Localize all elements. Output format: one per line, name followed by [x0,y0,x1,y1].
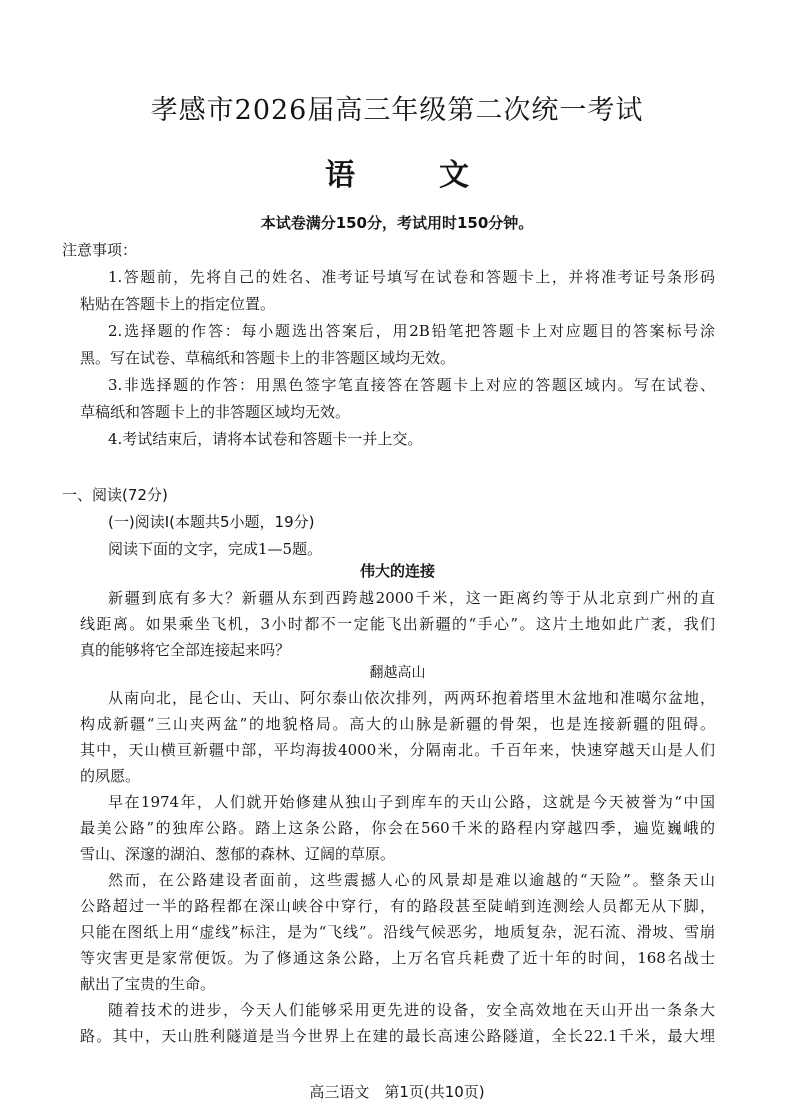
exam-info: 本试卷满分150分，考试用时150分钟。 [260,214,534,232]
article-line: 真的能够将它全部连接起来吗？ [80,641,291,659]
article-subtitle: 翻越高山 [369,665,426,681]
article-line: 只能在图纸上用“虚线”标注，是为“飞线”。沿线气候恶劣，地质复杂，泥石流、滑坡、雪崩 [80,923,715,941]
reading-instruction: 阅读下面的文字，完成1—5题。 [108,540,323,558]
article-line: 早在1974年，人们就开始修建从独山子到库车的天山公路，这就是今天被誉为“中国 [108,793,715,811]
notice-line: 3.非选择题的作答：用黑色签字笔直接答在答题卡上对应的答题区域内。写在试卷、 [108,376,715,394]
exam-title: 孝感市2026届高三年级第二次统一考试 [150,95,644,126]
article-line: 的夙愿。 [80,767,141,785]
article-line: 最美公路”的独库公路。踏上这条公路，你会在560千米的路程内穿越四季，遍览巍峨的 [80,819,715,837]
sub-section-heading: (一)阅读Ⅰ(本题共5小题，19分) [108,513,315,531]
subject-char-1: 语 [325,158,355,193]
article-title: 伟大的连接 [359,562,435,580]
notice-heading: 注意事项： [62,241,138,259]
article-line: 线距离。如果乘坐飞机，3小时都不一定能飞出新疆的“手心”。这片土地如此广袤，我们 [80,615,715,633]
article-line: 等灾害更是家常便饭。为了修通这条公路，上万名官兵耗费了近十年的时间，168名战士 [80,949,715,967]
notice-line: 粘贴在答题卡上的指定位置。 [80,295,276,313]
article-line: 其中，天山横亘新疆中部，平均海拔4000米，分隔南北。千百年来，快速穿越天山是人们 [80,741,715,759]
notice-line: 2.选择题的作答：每小题选出答案后，用2B铅笔把答题卡上对应题目的答案标号涂 [108,322,715,340]
notice-line: 1.答题前，先将自己的姓名、准考证号填写在试卷和答题卡上，并将准考证号条形码 [108,268,715,286]
subject-title [0,150,794,194]
article-line: 从南向北，昆仑山、天山、阿尔泰山依次排列，两两环抱着塔里木盆地和准噶尔盆地， [108,689,715,707]
notice-line: 黑。写在试卷、草稿纸和答题卡上的非答题区域均无效。 [80,349,456,367]
article-line: 随着技术的进步，今天人们能够采用更先进的设备，安全高效地在天山开出一条条大 [108,1001,715,1019]
page-footer: 高三语文 第1页(共10页) [309,1083,485,1101]
subject-char-2: 文 [439,158,469,193]
notice-line: 4.考试结束后，请将本试卷和答题卡一并上交。 [108,430,423,448]
article-line: 新疆到底有多大？新疆从东到西跨越2000千米，这一距离约等于从北京到广州的直 [108,589,715,607]
article-line: 构成新疆“三山夹两盆”的地貌格局。高大的山脉是新疆的骨架，也是连接新疆的阻碍。 [80,715,715,733]
article-line: 公路超过一半的路程都在深山峡谷中穿行，有的路段甚至陡峭到连测绘人员都无从下脚， [80,897,715,915]
notice-line: 草稿纸和答题卡上的非答题区域均无效。 [80,403,351,421]
article-line: 雪山、深邃的湖泊、葱郁的森林、辽阔的草原。 [80,845,396,863]
article-line: 然而，在公路建设者面前，这些震撼人心的风景却是难以逾越的“天险”。整条天山 [108,871,715,889]
article-line: 献出了宝贵的生命。 [80,975,216,993]
section-heading: 一、阅读(72分) [62,486,168,504]
article-line: 路。其中，天山胜利隧道是当今世界上在建的最长高速公路隧道，全长22.1千米，最大埋 [80,1027,715,1045]
